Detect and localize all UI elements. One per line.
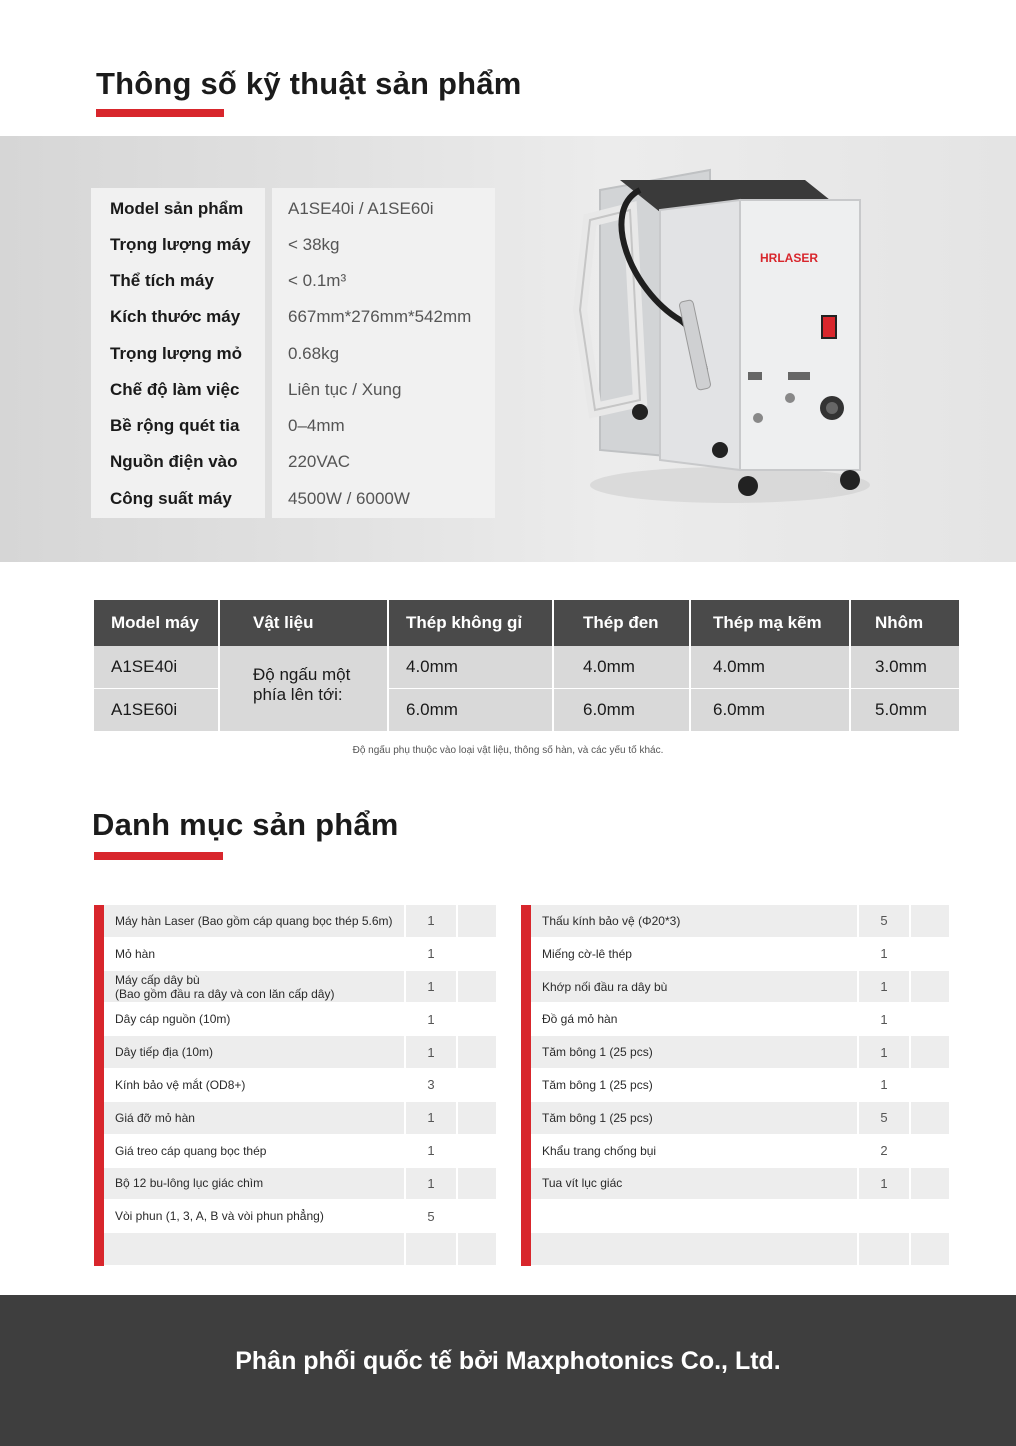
catalog-item-extra-cell bbox=[458, 1036, 496, 1068]
catalog-item-extra-cell bbox=[458, 1102, 496, 1134]
table-cell-value: 6.0mm bbox=[554, 689, 689, 731]
catalog-row bbox=[531, 1168, 949, 1200]
spec-label: Trọng lượng máy bbox=[110, 235, 251, 254]
catalog-item-name bbox=[104, 1233, 404, 1265]
table-cell-model: A1SE40i bbox=[94, 646, 218, 688]
catalog-item-name: Tăm bông 1 (25 pcs) bbox=[531, 1102, 857, 1134]
catalog-item-name: Thấu kính bảo vệ (Φ20*3) bbox=[531, 905, 857, 937]
table-cell-value: 5.0mm bbox=[851, 689, 959, 731]
catalog-item-name: Tua vít lục giác bbox=[531, 1168, 857, 1200]
table-header-stainless: Thép không gỉ bbox=[389, 600, 552, 646]
catalog-item-extra-cell bbox=[458, 1003, 496, 1035]
catalog-item-qty: 2 bbox=[880, 1143, 888, 1159]
catalog-item-name: Dây tiếp địa (10m) bbox=[104, 1036, 404, 1068]
catalog-item-qty: 1 bbox=[427, 946, 435, 962]
catalog-row bbox=[531, 905, 949, 937]
catalog-item-name: Máy cấp dây bù (Bao gồm đầu ra dây và con lăn cấp dây) bbox=[104, 971, 404, 1003]
spec-values-panel bbox=[272, 188, 495, 518]
catalog-item-qty: 1 bbox=[406, 905, 456, 937]
catalog-row bbox=[531, 1069, 949, 1101]
catalog-item-qty: 1 bbox=[406, 1102, 456, 1134]
spec-value: < 0.1m³ bbox=[288, 271, 347, 290]
table-header-material: Vật liệu bbox=[220, 600, 387, 646]
catalog-item-name: Máy hàn Laser (Bao gồm cáp quang bọc thép 5.6m) bbox=[104, 905, 404, 937]
catalog-item-name: Tăm bông 1 (25 pcs) bbox=[542, 1077, 653, 1092]
table-cell-value: 6.0mm bbox=[691, 689, 849, 731]
spec-label: Chế độ làm việc bbox=[110, 380, 240, 399]
catalog-item-qty bbox=[406, 1233, 456, 1265]
table-cell-value: 4.0mm bbox=[389, 646, 552, 688]
spec-labels-panel bbox=[91, 188, 265, 518]
catalog-item-name: Kính bảo vệ mắt (OD8+) bbox=[115, 1077, 246, 1092]
spec-section-title: Thông số kỹ thuật sản phẩm bbox=[96, 66, 522, 101]
spec-label: Thể tích máy bbox=[110, 271, 214, 290]
catalog-row bbox=[104, 1135, 496, 1167]
catalog-row bbox=[531, 1036, 949, 1068]
catalog-row bbox=[104, 938, 496, 970]
catalog-item-qty: 1 bbox=[406, 1168, 456, 1200]
spec-value: A1SE40i / A1SE60i bbox=[288, 199, 434, 218]
catalog-item-extra-cell bbox=[458, 971, 496, 1003]
catalog-item-qty: 1 bbox=[427, 1011, 435, 1027]
catalog-item-name: Khẩu trang chống bụi bbox=[542, 1143, 657, 1158]
catalog-row bbox=[104, 1102, 496, 1134]
catalog-row bbox=[104, 1168, 496, 1200]
footer bbox=[0, 1295, 1016, 1446]
catalog-item-qty: 1 bbox=[859, 1168, 909, 1200]
catalog-item-name: Miếng cờ-lê thép bbox=[542, 946, 632, 961]
laser-welder-machine-image bbox=[560, 150, 880, 550]
catalog-item-qty: 1 bbox=[880, 1077, 888, 1093]
table-cell-value: 4.0mm bbox=[554, 646, 689, 688]
catalog-item-qty: 1 bbox=[859, 971, 909, 1003]
catalog-item-qty: 5 bbox=[427, 1208, 435, 1224]
catalog-item-name: Tăm bông 1 (25 pcs) bbox=[531, 1036, 857, 1068]
catalog-row bbox=[104, 1003, 496, 1035]
catalog-item-name: Mỏ hàn bbox=[115, 946, 156, 961]
catalog-row bbox=[531, 1102, 949, 1134]
spec-value: < 38kg bbox=[288, 235, 340, 254]
catalog-item-name: Dây cáp nguồn (10m) bbox=[115, 1012, 231, 1027]
catalog-row bbox=[104, 1233, 496, 1265]
catalog-accent-bar bbox=[94, 905, 104, 1266]
catalog-item-extra-cell bbox=[458, 1200, 496, 1232]
catalog-item-extra-cell bbox=[458, 1168, 496, 1200]
catalog-section-title: Danh mục sản phẩm bbox=[92, 807, 399, 842]
catalog-item-extra-cell bbox=[458, 938, 496, 970]
catalog-title-underline bbox=[94, 852, 223, 860]
catalog-item-qty: 1 bbox=[406, 1036, 456, 1068]
table-cell-value: 6.0mm bbox=[389, 689, 552, 731]
catalog-item-extra-cell bbox=[458, 1135, 496, 1167]
catalog-row bbox=[531, 1135, 949, 1167]
catalog-row bbox=[531, 1200, 949, 1232]
spec-value: 4500W / 6000W bbox=[288, 489, 410, 508]
catalog-row bbox=[531, 1003, 949, 1035]
catalog-row bbox=[104, 905, 496, 937]
catalog-item-qty: 1 bbox=[859, 1036, 909, 1068]
catalog-list-right bbox=[521, 905, 951, 1266]
catalog-item-qty: 1 bbox=[880, 1011, 888, 1027]
catalog-item-extra-cell bbox=[458, 1069, 496, 1101]
catalog-item-extra-cell bbox=[911, 938, 949, 970]
catalog-item-qty bbox=[859, 1200, 909, 1232]
catalog-item-qty: 5 bbox=[859, 905, 909, 937]
catalog-item-qty: 1 bbox=[880, 946, 888, 962]
spec-value: 0–4mm bbox=[288, 416, 345, 435]
table-header-model: Model máy bbox=[94, 600, 218, 646]
catalog-item-extra-cell bbox=[911, 1233, 949, 1265]
catalog-row bbox=[104, 1069, 496, 1101]
catalog-item-name bbox=[531, 1200, 857, 1232]
penetration-note: Độ ngấu phụ thuộc vào loại vật liệu, thông số hàn, và các yếu tố khác. bbox=[352, 745, 664, 756]
table-cell-value: 3.0mm bbox=[851, 646, 959, 688]
spec-label: Bề rộng quét tia bbox=[110, 416, 240, 435]
spec-value: 0.68kg bbox=[288, 344, 340, 363]
spec-value: 220VAC bbox=[288, 452, 351, 471]
spec-value: 667mm*276mm*542mm bbox=[288, 307, 472, 326]
catalog-item-extra-cell bbox=[911, 1168, 949, 1200]
catalog-item-name: Đồ gá mỏ hàn bbox=[542, 1012, 618, 1027]
catalog-item-extra-cell bbox=[911, 1036, 949, 1068]
spec-label: Công suất máy bbox=[110, 489, 232, 508]
catalog-item-extra-cell bbox=[911, 1102, 949, 1134]
catalog-item-name: Bộ 12 bu-lông lục giác chìm bbox=[104, 1168, 404, 1200]
table-header-galvanized: Thép mạ kẽm bbox=[691, 600, 849, 646]
catalog-item-extra-cell bbox=[911, 1003, 949, 1035]
catalog-item-extra-cell bbox=[458, 905, 496, 937]
catalog-accent-bar bbox=[521, 905, 531, 1266]
catalog-row bbox=[104, 1036, 496, 1068]
footer-distributor-text: Phân phối quốc tế bởi Maxphotonics Co., Ltd. bbox=[235, 1347, 781, 1375]
catalog-item-name bbox=[531, 1233, 857, 1265]
catalog-row bbox=[531, 971, 949, 1003]
catalog-item-extra-cell bbox=[911, 1135, 949, 1167]
spec-label: Kích thước máy bbox=[110, 307, 241, 326]
catalog-row bbox=[104, 1200, 496, 1232]
catalog-item-qty: 3 bbox=[427, 1077, 435, 1093]
catalog-item-name: Giá treo cáp quang bọc thép bbox=[115, 1143, 267, 1158]
catalog-list-left bbox=[94, 905, 524, 1266]
table-cell-model: A1SE60i bbox=[94, 689, 218, 731]
catalog-item-qty: 1 bbox=[427, 1143, 435, 1159]
catalog-item-name: Khớp nối đầu ra dây bù bbox=[531, 971, 857, 1003]
catalog-item-extra-cell bbox=[458, 1233, 496, 1265]
spec-title-underline bbox=[96, 109, 224, 117]
catalog-item-extra-cell bbox=[911, 1200, 949, 1232]
spec-label: Trọng lượng mỏ bbox=[110, 344, 243, 363]
table-header-black-steel: Thép đen bbox=[554, 600, 689, 646]
catalog-row bbox=[104, 971, 496, 1003]
spec-label: Model sản phẩm bbox=[110, 199, 244, 218]
catalog-row bbox=[531, 938, 949, 970]
machine-brand-logo: HRLASER bbox=[760, 251, 819, 265]
table-cell-material-desc: Độ ngấu một phía lên tới: bbox=[220, 646, 387, 731]
catalog-item-extra-cell bbox=[911, 971, 949, 1003]
catalog-item-extra-cell bbox=[911, 905, 949, 937]
table-header-aluminum: Nhôm bbox=[851, 600, 959, 646]
catalog-item-qty bbox=[859, 1233, 909, 1265]
catalog-row bbox=[531, 1233, 949, 1265]
table-cell-value: 4.0mm bbox=[691, 646, 849, 688]
catalog-item-extra-cell bbox=[911, 1069, 949, 1101]
spec-label: Nguồn điện vào bbox=[110, 452, 238, 471]
catalog-item-name: Giá đỡ mỏ hàn bbox=[104, 1102, 404, 1134]
spec-value: Liên tục / Xung bbox=[288, 380, 402, 399]
catalog-item-qty: 5 bbox=[859, 1102, 909, 1134]
catalog-item-name: Vòi phun (1, 3, A, B và vòi phun phẳng) bbox=[115, 1209, 324, 1224]
catalog-item-qty: 1 bbox=[406, 971, 456, 1003]
